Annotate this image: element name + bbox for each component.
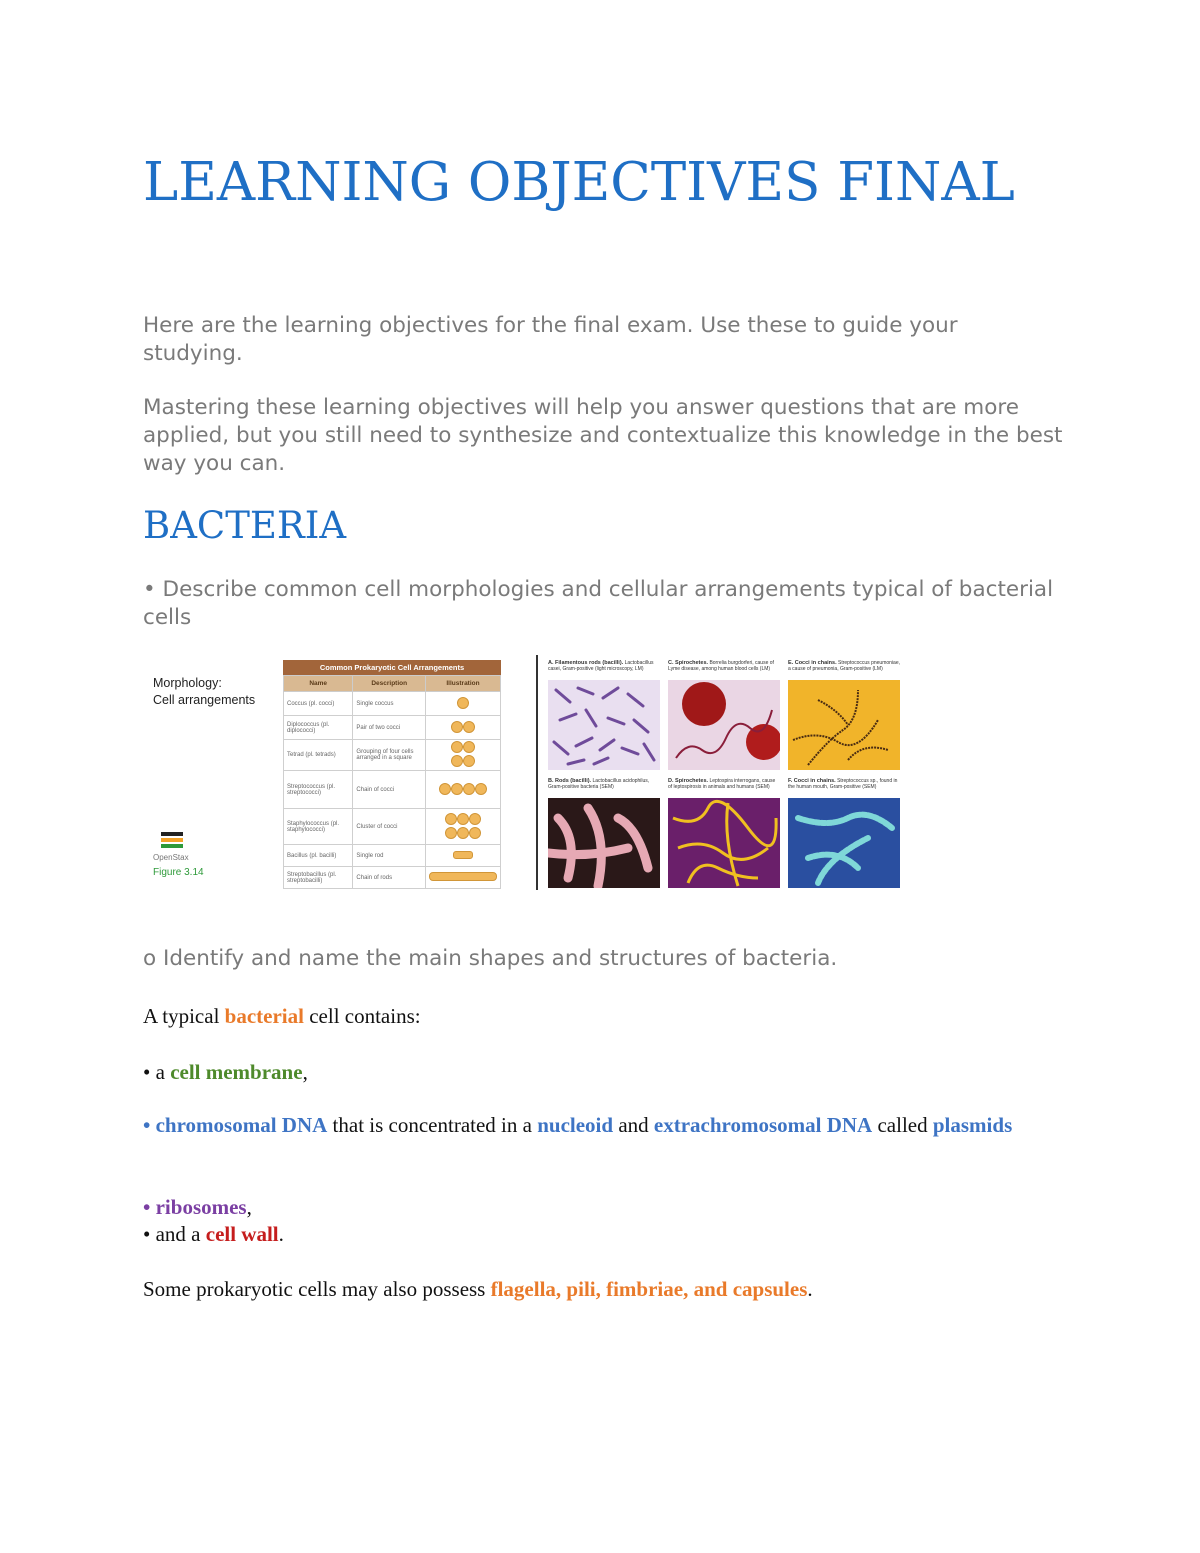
row-desc: Single coccus [353,692,426,716]
table-header-name: Name [284,676,353,692]
micrograph-title: B. Rods (bacilli). [548,778,592,784]
row-name: Coccus (pl. cocci) [284,692,353,716]
coccus-illustration [426,692,501,716]
table-row [284,692,501,716]
text-segment: and [613,1113,654,1137]
micrograph-title: D. Spirochetes. [668,778,709,784]
streptobacillus-illustration [426,867,501,889]
micrograph-image [668,798,780,888]
item-ribosomes [143,1193,1063,1221]
objective-morphology: • Describe common cell morphologies and cellular arrangements typical of bacterial cells [143,577,1054,630]
row-desc: Grouping of four cells arranged in a square [353,740,426,771]
micrograph-image [788,680,900,770]
text-segment: Some prokaryotic cells may also possess [143,1277,491,1301]
mastering-paragraph: Mastering these learning objectives will help you answer questions that are more applied, but you still need to synthesize and contextualize this knowledge in the best way you can. [143,395,1063,476]
term-plasmids: plasmids [932,1113,1013,1137]
objective-shapes: o Identify and name the main shapes and structures of bacteria. [143,946,838,971]
micrograph-title: E. Cocci in chains. [788,660,837,666]
table-row [284,716,501,740]
micrograph-image [548,798,660,888]
micrograph-image [788,798,900,888]
bacillus-illustration [426,845,501,867]
micrograph-a [548,660,660,770]
micrograph-image [668,680,780,770]
figure-number: Figure 3.14 [153,867,204,878]
term-appendages: flagella, pili, fimbriae, and capsules [490,1277,808,1301]
micrograph-b [548,778,660,888]
item-cell-membrane [143,1058,1063,1086]
table-row [284,867,501,889]
micrograph-f [788,778,900,888]
text-segment: . [278,1222,284,1246]
micrograph-title: A. Filamentous rods (bacilli). [548,660,624,666]
page-title: LEARNING OBJECTIVES FINAL [143,152,1015,213]
row-name: Streptococcus (pl. streptococci) [284,771,353,809]
micrograph-caption: Streptococcus pneumoniae, a cause of pneumonia, Gram-positive (LM) [788,660,900,672]
tetrad-illustration [426,740,501,771]
micrograph-caption: Borrelia burgdorferi, cause of Lyme disease, among human blood cells (LM) [668,660,774,672]
streptococcus-illustration [426,771,501,809]
text-segment: , [302,1060,308,1084]
row-name: Bacillus (pl. bacilli) [284,845,353,867]
figure-label-line1: Morphology: [153,676,222,690]
bullet: • [143,1195,156,1219]
staphylococcus-illustration [426,809,501,845]
micrograph-caption: Lactobacillus acidophilus, Gram-positive bacteria (SEM) [548,778,650,790]
row-desc: Pair of two cocci [353,716,426,740]
table-row [284,845,501,867]
text-segment: • and a [143,1222,206,1246]
term-nucleoid: nucleoid [537,1113,614,1137]
row-desc: Cluster of cocci [353,809,426,845]
item-cell-wall [143,1220,1063,1248]
text-segment: that is concentrated in a [327,1113,538,1137]
row-desc: Chain of rods [353,867,426,889]
micrograph-caption: Leptospira interrogans, cause of leptospirosis in animals and humans (SEM) [668,778,776,790]
text-segment: . [807,1277,813,1301]
text-segment: , [246,1195,252,1219]
figure-label [153,675,255,709]
term-bacterial: bacterial [224,1004,304,1028]
row-name: Staphylococcus (pl. staphylococci) [284,809,353,845]
diplococcus-illustration [426,716,501,740]
additional-structures [143,1275,1063,1303]
bacteria-heading: BACTERIA [143,504,347,547]
table-title: Common Prokaryotic Cell Arrangements [283,660,501,675]
row-name: Streptobacillus (pl. streptobacilli) [284,867,353,889]
openstax-logo [161,832,185,850]
term-extrachromosomal-dna: extrachromosomal DNA [653,1113,873,1137]
term-chromosomal-dna: chromosomal DNA [155,1113,328,1137]
term-cell-membrane: cell membrane [170,1060,303,1084]
row-desc: Single rod [353,845,426,867]
term-ribosomes: ribosomes [155,1195,247,1219]
table-row [284,809,501,845]
micrograph-c [668,660,780,770]
figure-label-line2: Cell arrangements [153,693,256,707]
term-cell-wall: cell wall [205,1222,279,1246]
table-row [284,771,501,809]
text-segment: called [872,1113,933,1137]
table-row [284,740,501,771]
micrograph-d [668,778,780,888]
morphology-figure [143,655,918,890]
micrograph-title: F. Cocci in chains. [788,778,836,784]
text-segment: cell contains: [303,1004,421,1028]
text-segment: A typical [143,1004,225,1028]
row-name: Tetrad (pl. tetrads) [284,740,353,771]
intro-paragraph: Here are the learning objectives for the final exam. Use these to guide your studying. [143,313,958,366]
micrograph-image [548,680,660,770]
text-segment: • a [143,1060,171,1084]
micrograph-title: C. Spirochetes. [668,660,709,666]
table-header-illustration: Illustration [426,676,501,692]
typical-cell-line [143,1002,1063,1030]
row-name: Diplococcus (pl. diplococci) [284,716,353,740]
arrangements-table [283,660,501,889]
micrograph-caption: Lactobacillus casei, Gram-positive (light microscopy, LM) [548,660,654,672]
bullet: • [143,1113,156,1137]
table-header-description: Description [353,676,426,692]
openstax-name: OpenStax [153,853,189,862]
micrograph-e [788,660,900,770]
item-dna [143,1111,1063,1139]
micrograph-caption: Streptococcus sp., found in the human mouth, Gram-positive (SEM) [788,778,898,790]
row-desc: Chain of cocci [353,771,426,809]
figure-divider [536,655,538,890]
